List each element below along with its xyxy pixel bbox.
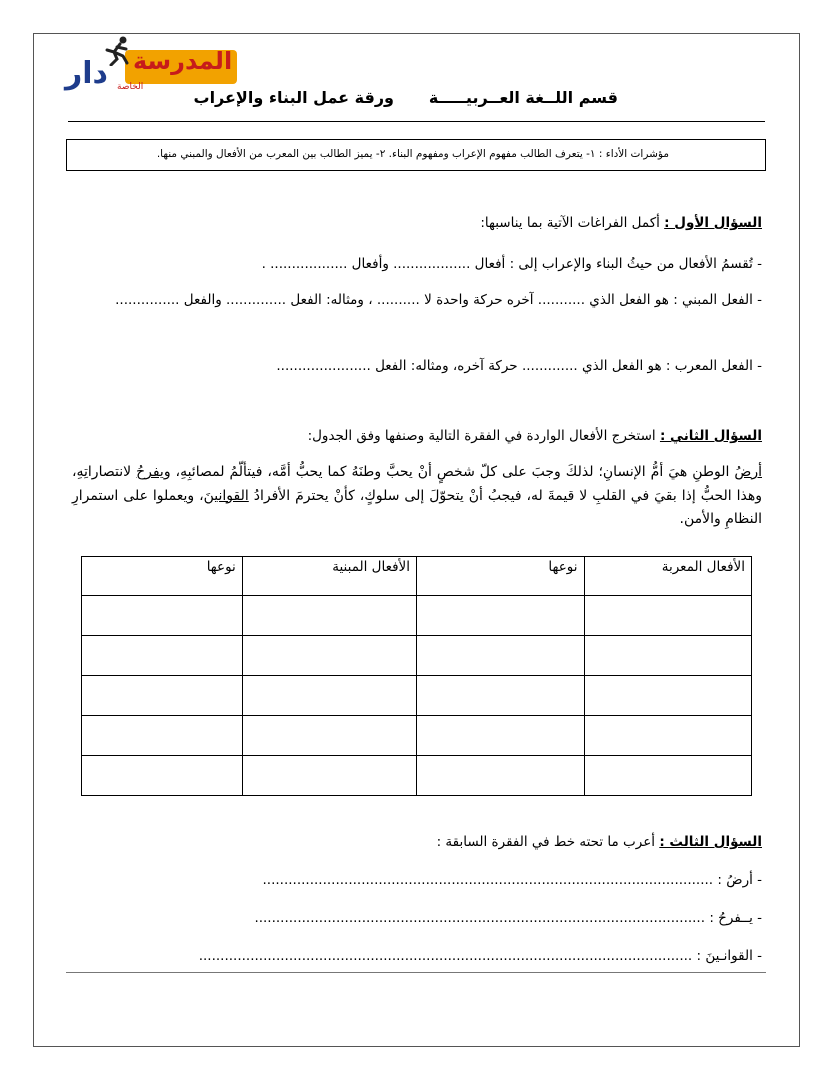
- passage-underlined-2: يفرحُ: [136, 464, 164, 480]
- q1-title: السؤال الأول :: [664, 215, 762, 231]
- table-cell[interactable]: [82, 596, 243, 636]
- q3-item-3-dots[interactable]: ...................................................................................................................: [198, 948, 693, 964]
- page-border: [33, 33, 800, 1047]
- q3-item-1: [263, 872, 762, 888]
- passage-underlined-1: أرضُ: [734, 464, 762, 480]
- table-cell[interactable]: [242, 756, 416, 796]
- table-cell[interactable]: [417, 716, 585, 756]
- header-divider: [68, 121, 765, 122]
- table-cell[interactable]: [417, 596, 585, 636]
- passage-text-3: ، ويعملوا على استمرارِ النظامِ والأمن.: [72, 487, 762, 527]
- logo-brand-text: المدرسة: [133, 47, 233, 75]
- q3-item-1-dots[interactable]: .........................................................................................................: [262, 872, 714, 888]
- bottom-divider: [66, 972, 766, 973]
- q2-title: السؤال الثاني :: [659, 428, 762, 444]
- table-header-cell: نوعها: [417, 557, 585, 596]
- logo-brand-sub: الخاصة: [117, 82, 144, 92]
- table-row: [82, 676, 752, 716]
- department-title: قسم اللــغة العــربيـــــة: [428, 88, 618, 107]
- table-header-cell: الأفعال المعربة: [584, 557, 752, 596]
- sheet-title: ورقة عمل البناء والإعراب: [193, 88, 394, 107]
- table-header-row: [82, 557, 752, 596]
- table-cell[interactable]: [584, 756, 752, 796]
- q1-heading: [480, 215, 762, 231]
- table-cell[interactable]: [584, 716, 752, 756]
- table-row: [82, 716, 752, 756]
- q3-heading: [437, 834, 762, 850]
- table-cell[interactable]: [417, 756, 585, 796]
- table-cell[interactable]: [82, 716, 243, 756]
- q3-item-1-label: - أرضُ :: [717, 872, 762, 888]
- q2-heading: [308, 428, 762, 444]
- passage-text-1: الوطنِ هيَ أمُّ الإنسانِ؛ لذلكَ وجبَ على كلّ شخصٍ أنْ يحبَّ وطنَهُ كما يحبُّ أمَّه، فيتألّمُ لمصائبِهِ، و: [163, 464, 735, 480]
- q3-item-3-label: - القوانـينَ :: [696, 948, 762, 964]
- table-header-cell: الأفعال المبنية: [242, 557, 416, 596]
- table-cell[interactable]: [242, 596, 416, 636]
- table-cell[interactable]: [242, 716, 416, 756]
- passage-text-2: لانتصاراتِهِ، وهذا الحبُّ إذا بقيَ في القلبِ لا قيمةَ له، فيجبُ أنْ يتحوّلَ إلى سلوكٍ، كأنْ يحترمَ الأفرادُ: [72, 464, 762, 504]
- q2-instruction: استخرج الأفعال الواردة في الفقرة التالية وصنفها وفق الجدول:: [307, 428, 656, 444]
- table-row: [82, 596, 752, 636]
- table-header-cell: نوعها: [82, 557, 243, 596]
- classification-table: [81, 556, 752, 796]
- table-cell[interactable]: [82, 756, 243, 796]
- table-cell[interactable]: [242, 676, 416, 716]
- q3-item-2-dots[interactable]: .........................................................................................................: [254, 910, 706, 926]
- table-row: [82, 756, 752, 796]
- logo-brand-dar: دار: [65, 56, 108, 91]
- table-cell[interactable]: [82, 676, 243, 716]
- q2-passage: [72, 461, 762, 532]
- table-cell[interactable]: [417, 636, 585, 676]
- q3-item-2-label: - يــفرحُ :: [709, 910, 762, 926]
- table-cell[interactable]: [584, 636, 752, 676]
- q1-line-2: - الفعل المبني : هو الفعل الذي ........... آخره حركة واحدة لا .......... ، ومثاله: الفعل .............. والفعل ...............: [115, 292, 762, 308]
- q3-instruction: أعرب ما تحته خط في الفقرة السابقة :: [436, 834, 656, 850]
- table-cell[interactable]: [584, 596, 752, 636]
- table-cell[interactable]: [417, 676, 585, 716]
- performance-indicators-text: مؤشرات الأداء : ١- يتعرف الطالب مفهوم الإعراب ومفهوم البناء. ٢- يميز الطالب بين المعرب من الأفعال والمبني منها.: [156, 148, 669, 160]
- passage-underlined-3: القوانينَ: [203, 487, 249, 504]
- table-cell[interactable]: [584, 676, 752, 716]
- q3-item-3: [199, 948, 762, 964]
- table-cell[interactable]: [82, 636, 243, 676]
- q1-line-1: - تُقسمُ الأفعال من حيثُ البناء والإعراب إلى : أفعال .................. وأفعال .................. .: [261, 256, 762, 272]
- q3-item-2: [254, 910, 762, 926]
- q1-line-3: - الفعل المعرب : هو الفعل الذي ............. حركة آخره، ومثاله: الفعل ......................: [276, 358, 762, 374]
- performance-indicators-box: [66, 139, 766, 171]
- q1-instruction: أكمل الفراغات الآتية بما يناسبها:: [480, 215, 660, 231]
- table-cell[interactable]: [242, 636, 416, 676]
- table-row: [82, 636, 752, 676]
- q3-title: السؤال الثالث :: [659, 834, 762, 850]
